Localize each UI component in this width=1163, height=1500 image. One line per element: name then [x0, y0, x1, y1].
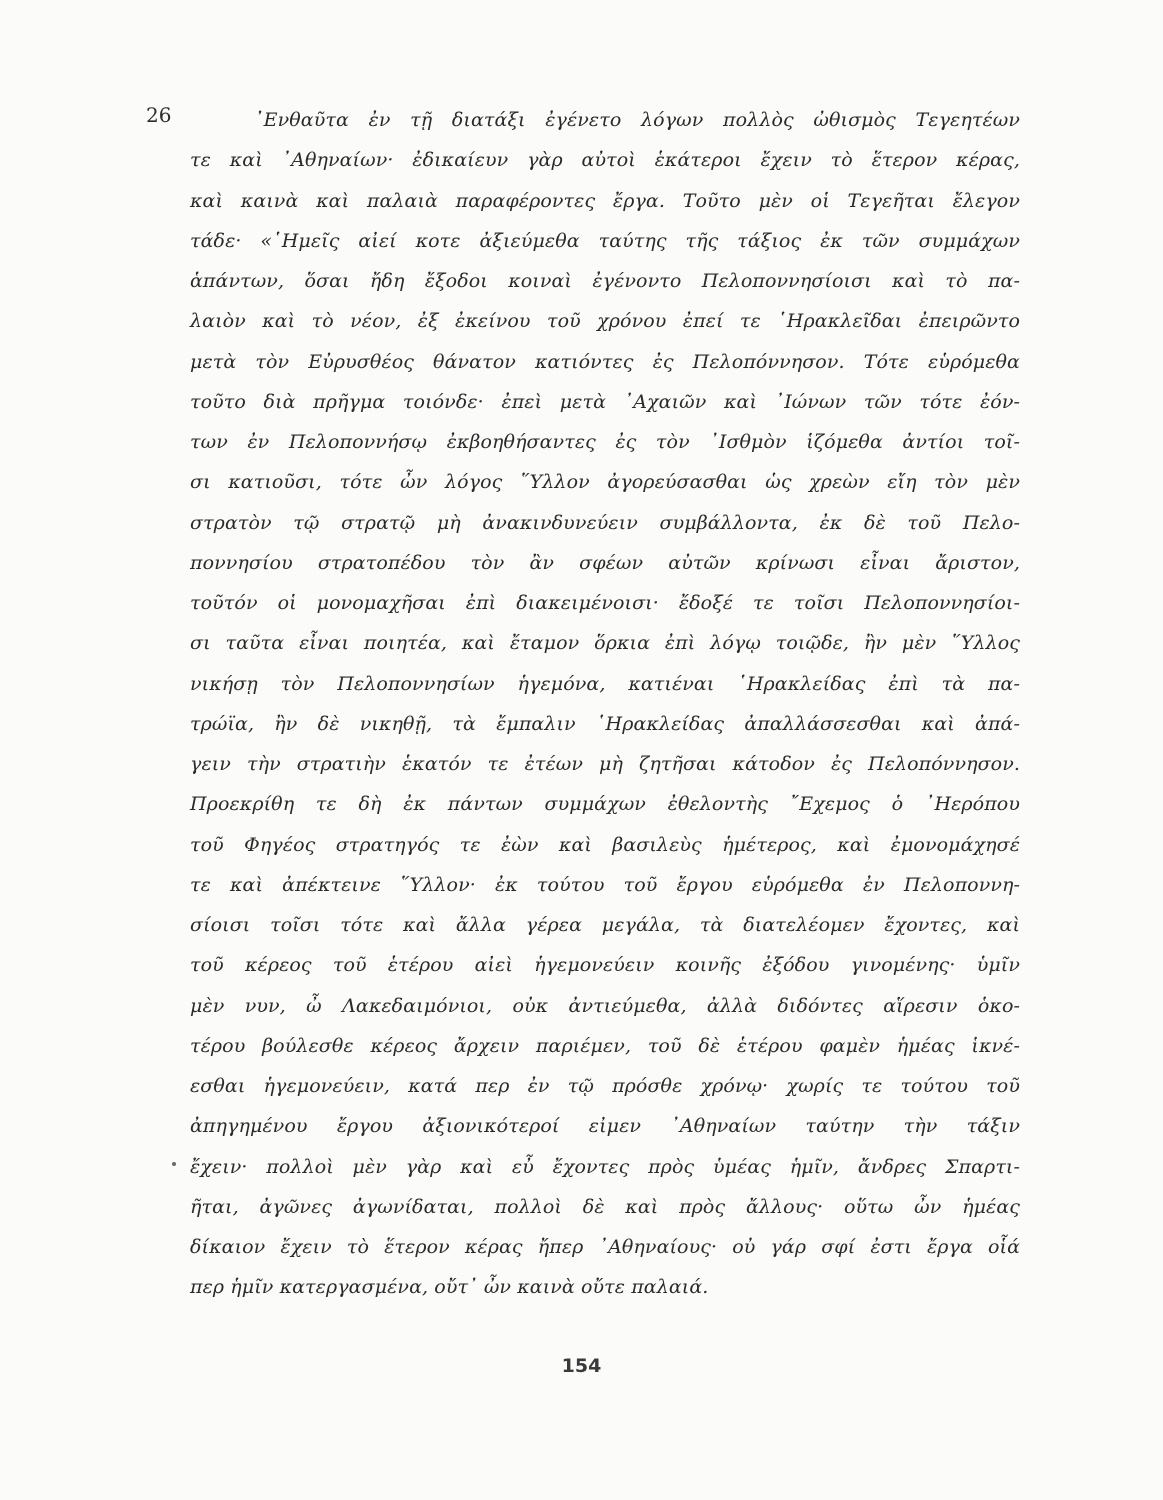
text-line: τε καὶ ᾿Αθηναίων· ἐδικαίευν γὰρ αὐτοὶ ἑκάτεροι ἔχειν τὸ ἕτερον κέρας, [190, 149, 1020, 172]
text-line: τέρου βούλεσθε κέρεος ἄρχειν παριέμεν, τοῦ δὲ ἑτέρου φαμὲν ἡμέας ἱκνέ- [190, 1034, 1020, 1057]
text-line: λαιὸν καὶ τὸ νέον, ἐξ ἐκείνου τοῦ χρόνου ἐπεί τε ῾Ηρακλεῖδαι ἐπειρῶντο [190, 310, 1020, 333]
text-line: Προεκρίθη τε δὴ ἐκ πάντων συμμάχων ἐθελοντὴς ῎Εχεμος ὁ ᾿Ηερόπου [190, 793, 1020, 816]
text-line: τοῦ κέρεος τοῦ ἑτέρου αἰεὶ ἡγεμονεύειν κοινῆς ἐξόδου γινομένης· ὑμῖν [190, 954, 1020, 977]
text-line: περ ἡμῖν κατεργασμένα, οὔτ᾿ ὦν καινὰ οὔτε παλαιά. [190, 1276, 709, 1299]
text-line: σι κατιοῦσι, τότε ὦν λόγος ῞Υλλον ἀγορεύσασθαι ὡς χρεὼν εἴη τὸν μὲν [190, 471, 1020, 494]
text-line: των ἐν Πελοποννήσῳ ἐκβοηθήσαντες ἐς τὸν ᾿Ισθμὸν ἱζόμεθα ἀντίοι τοῖ- [190, 431, 1020, 453]
greek-text-body [190, 100, 1020, 1308]
text-line: καὶ καινὰ καὶ παλαιὰ παραφέροντες ἔργα. Τοῦτο μὲν οἱ Τεγεῆται ἔλεγον [190, 189, 1020, 212]
text-line: τοῦτόν οἱ μονομαχῆσαι ἐπὶ διακειμένοισι· ἔδοξέ τε τοῖσι Πελοποννησίοι- [190, 592, 1020, 614]
text-line: τοῦ Φηγέος στρατηγός τε ἐὼν καὶ βασιλεὺς ἡμέτερος, καὶ ἐμονομάχησέ [190, 833, 1020, 856]
text-line: στρατὸν τῷ στρατῷ μὴ ἀνακινδυνεύειν συμβάλλοντα, ἐκ δὲ τοῦ Πελο- [190, 511, 1020, 534]
text-line: μετὰ τὸν Εὐρυσθέος θάνατον κατιόντες ἐς Πελοπόννησον. Τότε εὑρόμεθα [190, 350, 1020, 373]
text-line: δίκαιον ἔχειν τὸ ἕτερον κέρας ἤπερ ᾿Αθηναίους· οὐ γάρ σφί ἐστι ἔργα οἷά [190, 1236, 1020, 1258]
text-line: ποννησίου στρατοπέδου τὸν ἂν σφέων αὐτῶν κρίνωσι εἶναι ἄριστον, [190, 551, 1020, 574]
text-line: ἔχειν· πολλοὶ μὲν γὰρ καὶ εὖ ἔχοντες πρὸς ὑμέας ἡμῖν, ἄνδρες Σπαρτι- [190, 1155, 1020, 1178]
margin-mark [172, 1162, 176, 1166]
text-line: ᾿Ενθαῦτα ἐν τῇ διατάξι ἐγένετο λόγων πολλὸς ὠθισμὸς Τεγεητέων [254, 109, 1020, 131]
section-number: 26 [146, 103, 172, 127]
page-number: 154 [561, 1355, 602, 1377]
text-line: σι ταῦτα εἶναι ποιητέα, καὶ ἔταμον ὅρκια ἐπὶ λόγῳ τοιῷδε, ἢν μὲν ῞Υλλος [190, 632, 1020, 655]
text-line: ἁπάντων, ὅσαι ἤδη ἔξοδοι κοιναὶ ἐγένοντο Πελοποννησίοισι καὶ τὸ πα- [190, 270, 1020, 292]
text-line: τάδε· «῾Ημεῖς αἰεί κοτε ἀξιεύμεθα ταύτης τῆς τάξιος ἐκ τῶν συμμάχων [190, 229, 1020, 252]
text-line: τε καὶ ἀπέκτεινε ῞Υλλον· ἐκ τούτου τοῦ ἔργου εὑρόμεθα ἐν Πελοποννη- [190, 873, 1020, 896]
text-line: ἀπηγημένου ἔργου ἀξιονικότεροί εἰμεν ᾿Αθηναίων ταύτην τὴν τάξιν [190, 1115, 1020, 1138]
text-line: εσθαι ἡγεμονεύειν, κατά περ ἐν τῷ πρόσθε χρόνῳ· χωρίς τε τούτου τοῦ [190, 1075, 1020, 1097]
text-line: γειν τὴν στρατιὴν ἑκατόν τε ἐτέων μὴ ζητῆσαι κάτοδον ἐς Πελοπόννησον. [190, 753, 1020, 775]
text-line: τοῦτο διὰ πρῆγμα τοιόνδε· ἐπεὶ μετὰ ᾿Αχαιῶν καὶ ᾿Ιώνων τῶν τότε ἐόν- [190, 390, 1020, 413]
text-line: μὲν νυν, ὦ Λακεδαιμόνιοι, οὐκ ἀντιεύμεθα, ἀλλὰ διδόντες αἵρεσιν ὁκο- [190, 994, 1020, 1017]
text-line: σίοισι τοῖσι τότε καὶ ἄλλα γέρεα μεγάλα, τὰ διατελέομεν ἔχοντες, καὶ [190, 914, 1020, 936]
text-line: ῆται, ἀγῶνες ἀγωνίδαται, πολλοὶ δὲ καὶ πρὸς ἄλλους· οὕτω ὦν ἡμέας [190, 1195, 1020, 1218]
text-line: νικήσῃ τὸν Πελοποννησίων ἡγεμόνα, κατιέναι ῾Ηρακλείδας ἐπὶ τὰ πα- [190, 672, 1020, 695]
text-line: τρώϊα, ἢν δὲ νικηθῇ, τὰ ἔμπαλιν ῾Ηρακλείδας ἀπαλλάσσεσθαι καὶ ἀπά- [190, 712, 1020, 735]
